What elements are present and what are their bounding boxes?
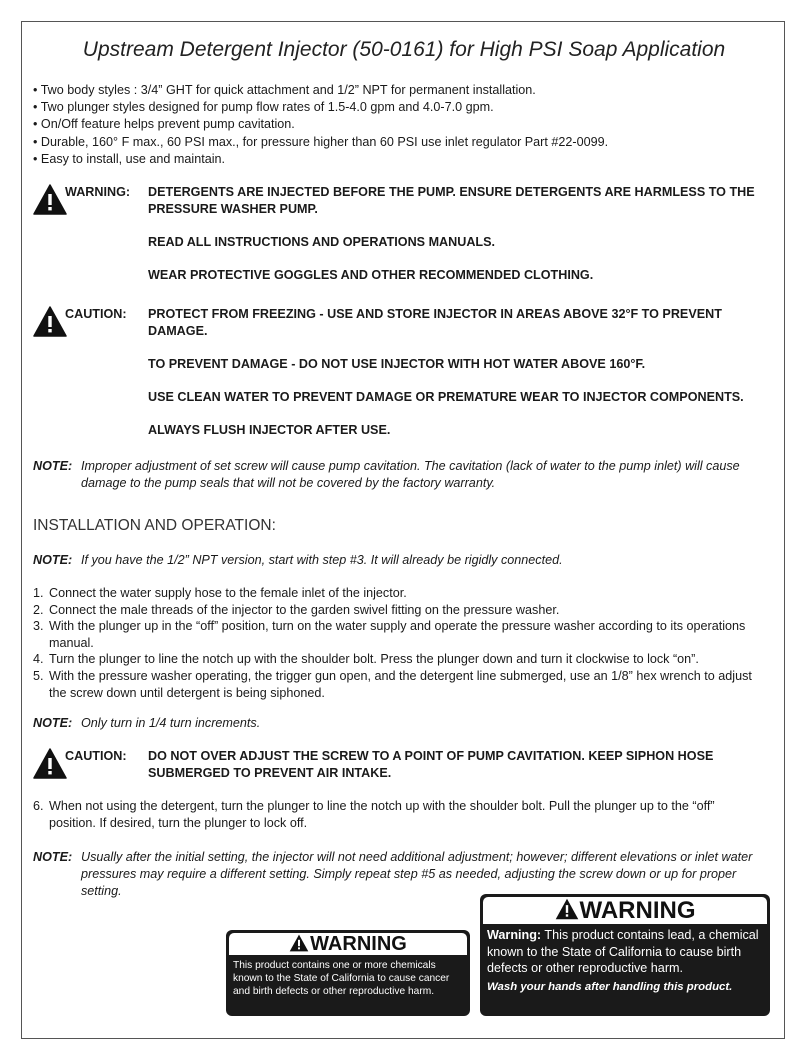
note-text: Only turn in 1/4 turn increments. bbox=[81, 716, 261, 730]
list-item bbox=[33, 798, 763, 831]
warning-triangle-icon bbox=[33, 306, 67, 337]
section-title: INSTALLATION AND OPERATION: bbox=[33, 517, 276, 534]
step-text: Connect the male threads of the injector to the garden swivel fitting on the pressure washer. bbox=[49, 602, 560, 617]
step-text: When not using the detergent, turn the plunger to line the notch up with the shoulder bolt. Pull the plunger up to the “off” position. If desired, turn the plunger to lock off. bbox=[49, 799, 715, 830]
step-number: 2. bbox=[33, 602, 44, 617]
prop65-header bbox=[229, 933, 467, 955]
note-text: Improper adjustment of set screw will cause pump cavitation. The cavitation (lack of water to the pump inlet) will cause damage to the pump seals that will not be covered by the factory warranty. bbox=[81, 459, 740, 490]
caution-label: CAUTION: bbox=[65, 749, 127, 763]
caution-message: ALWAYS FLUSH INJECTOR AFTER USE. bbox=[148, 423, 391, 437]
feature-item: • Easy to install, use and maintain. bbox=[33, 151, 608, 168]
step-text: Connect the water supply hose to the female inlet of the injector. bbox=[49, 586, 407, 600]
note bbox=[33, 552, 763, 569]
warning-triangle-icon bbox=[33, 748, 67, 779]
step-text: With the plunger up in the “off” position, turn on the water supply and operate the pressure washer according to its operations manual. bbox=[49, 619, 746, 650]
page-title: Upstream Detergent Injector (50-0161) for High PSI Soap Application bbox=[82, 38, 726, 61]
prop65-warning-label bbox=[226, 930, 470, 1016]
caution-message: USE CLEAN WATER TO PREVENT DAMAGE OR PREMATURE WEAR TO INJECTOR COMPONENTS. bbox=[148, 390, 744, 404]
feature-list bbox=[33, 82, 608, 168]
note-label: NOTE: bbox=[33, 553, 73, 567]
step-number: 6. bbox=[33, 799, 44, 813]
step-list bbox=[33, 585, 763, 701]
note-text: Usually after the initial setting, the injector will not need additional adjustment; however; different elevations or inlet water pressures may require a different setting. Simply repeat step #5 as needed, adjusting the screw down or up for proper setting. bbox=[81, 850, 753, 898]
list-item bbox=[33, 618, 763, 651]
prop65-wash-hands: Wash your hands after handling this product. bbox=[487, 980, 733, 993]
warning-triangle-icon bbox=[33, 184, 67, 215]
caution-message: PROTECT FROM FREEZING - USE AND STORE INJECTOR IN AREAS ABOVE 32°F TO PREVENT DAMAGE. bbox=[148, 307, 722, 338]
step-text: Turn the plunger to line the notch up with the shoulder bolt. Press the plunger down and turn it clockwise to lock “on”. bbox=[49, 652, 699, 667]
prop65-text: This product contains lead, a chemical known to the State of California to cause birth defects or other reproductive harm. bbox=[487, 928, 759, 975]
warning-label: WARNING: bbox=[65, 185, 131, 199]
caution-message: TO PREVENT DAMAGE - DO NOT USE INJECTOR WITH HOT WATER ABOVE 160°F. bbox=[148, 357, 646, 371]
note-text: If you have the 1/2” NPT version, start with step #3. It will already be rigidly connected. bbox=[81, 553, 563, 567]
caution-label: CAUTION: bbox=[65, 307, 127, 321]
prop65-header-text: WARNING bbox=[310, 933, 407, 955]
feature-item: • Two body styles : 3/4” GHT for quick attachment and 1/2” NPT for permanent installation. bbox=[33, 82, 608, 99]
note bbox=[33, 715, 763, 732]
step-number: 4. bbox=[33, 652, 44, 667]
note-label: NOTE: bbox=[33, 459, 73, 473]
warning-message: WEAR PROTECTIVE GOGGLES AND OTHER RECOMMENDED CLOTHING. bbox=[148, 268, 594, 282]
caution-message: DO NOT OVER ADJUST THE SCREW TO A POINT OF PUMP CAVITATION. KEEP SIPHON HOSE SUBMERGED TO PREVENT AIR INTAKE. bbox=[148, 749, 714, 780]
list-item bbox=[33, 668, 763, 701]
note bbox=[33, 458, 763, 492]
list-item bbox=[33, 585, 763, 602]
feature-item: • Two plunger styles designed for pump flow rates of 1.5-4.0 gpm and 4.0-7.0 gpm. bbox=[33, 99, 608, 116]
note bbox=[33, 849, 763, 900]
prop65-header-text: WARNING bbox=[579, 897, 696, 924]
prop65-body bbox=[480, 924, 770, 995]
warning-triangle-icon bbox=[555, 898, 579, 920]
step-text: With the pressure washer operating, the trigger gun open, and the detergent line submerged, use an 1/8” hex wrench to adjust the screw down until detergent is being siphoned. bbox=[49, 668, 752, 700]
prop65-lead-warning-label bbox=[480, 894, 770, 1016]
prop65-text: This product contains one or more chemicals known to the State of California to cause cancer and birth defects or other reproductive harm. bbox=[233, 960, 450, 997]
note-label: NOTE: bbox=[33, 850, 73, 864]
step-number: 1. bbox=[33, 586, 44, 600]
warning-message: DETERGENTS ARE INJECTED BEFORE THE PUMP. ENSURE DETERGENTS ARE HARMLESS TO THE PRESSURE WASHER PUMP. bbox=[148, 185, 755, 216]
step-number: 5. bbox=[33, 668, 44, 683]
feature-item: • Durable, 160° F max., 60 PSI max., for pressure higher than 60 PSI use inlet regulator Part #22-0099. bbox=[33, 134, 608, 151]
warning-triangle-icon bbox=[289, 934, 309, 952]
list-item bbox=[33, 651, 763, 668]
list-item bbox=[33, 602, 763, 619]
prop65-lead-label: Warning: bbox=[487, 928, 542, 942]
warning-message: READ ALL INSTRUCTIONS AND OPERATIONS MANUALS. bbox=[148, 235, 496, 249]
prop65-header bbox=[483, 897, 767, 924]
feature-item: • On/Off feature helps prevent pump cavitation. bbox=[33, 116, 608, 133]
step-number: 3. bbox=[33, 619, 44, 634]
note-label: NOTE: bbox=[33, 716, 73, 730]
